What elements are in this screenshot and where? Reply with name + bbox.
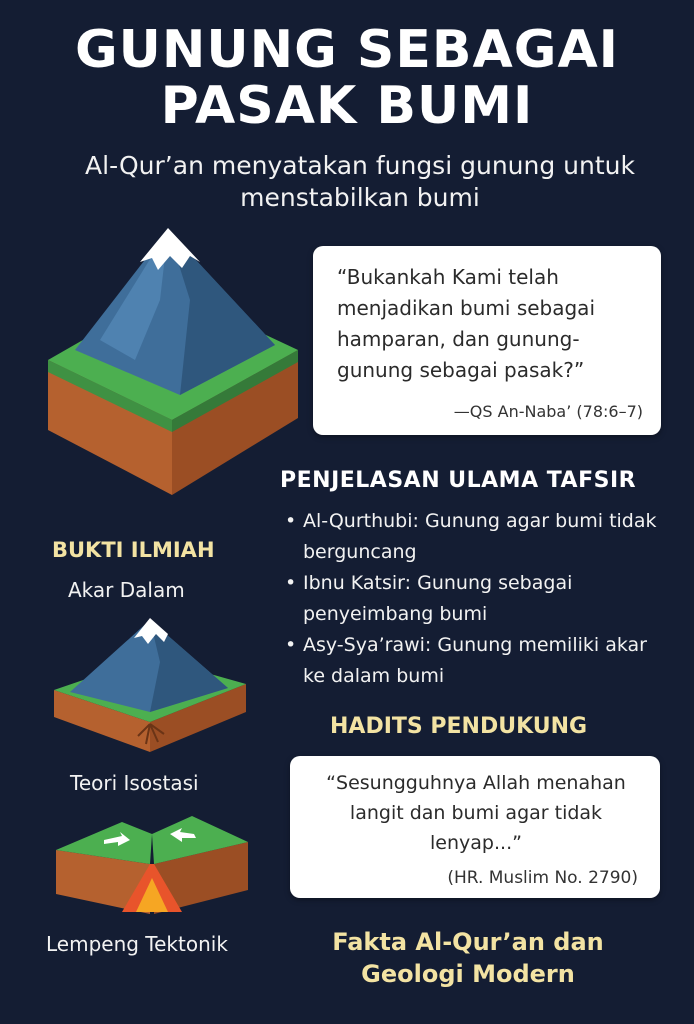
subtitle-line-2: menstabilkan bumi (240, 183, 480, 212)
tafsir-list (283, 506, 663, 692)
hadits-quote-card (290, 756, 660, 898)
tafsir-item: • Ibnu Katsir: Gunung sebagai penyeimbang bumi (283, 568, 663, 630)
hadits-quote-text: “Sesungguhnya Allah menahan langit dan bumi agar tidak lenyap...” (326, 772, 626, 854)
hadits-heading: HADITS PENDUKUNG (330, 714, 588, 739)
bukti-item-lempeng: Lempeng Tektonik (46, 932, 228, 956)
title-line-1: GUNUNG SEBAGAI (74, 20, 620, 80)
hadits-quote-source: (HR. Muslim No. 2790) (447, 868, 638, 888)
quran-quote-text: “Bukankah Kami telah menjadikan bumi sebagai hamparan, dan gunung-gunung sebagai pasak?” (337, 265, 595, 382)
footer-line-1: Fakta Al-Qur’an dan (332, 928, 604, 956)
tafsir-heading: PENJELASAN ULAMA TAFSIR (280, 468, 637, 493)
bukti-heading: BUKTI ILMIAH (52, 538, 215, 562)
small-mountain-illustration (50, 612, 250, 757)
subtitle-line-1: Al-Qur’an menyatakan fungsi gunung untuk (85, 151, 635, 180)
page-subtitle (40, 150, 680, 214)
tectonic-plates-illustration (52, 812, 252, 922)
quran-quote-card (313, 246, 661, 435)
large-mountain-illustration (40, 210, 305, 500)
tafsir-item: • Al-Qurthubi: Gunung agar bumi tidak berguncang (283, 506, 663, 568)
quran-quote-source: —QS An-Naba’ (78:6–7) (453, 402, 643, 421)
page-title (0, 22, 694, 134)
tafsir-item: • Asy-Sya’rawi: Gunung memiliki akar ke dalam bumi (283, 630, 663, 692)
footer-line-2: Geologi Modern (361, 960, 575, 988)
bukti-item-akar-dalam: Akar Dalam (68, 578, 185, 602)
bukti-item-isostasi: Teori Isostasi (70, 771, 199, 795)
footer-tagline (318, 926, 618, 990)
title-line-2: PASAK BUMI (160, 76, 534, 136)
